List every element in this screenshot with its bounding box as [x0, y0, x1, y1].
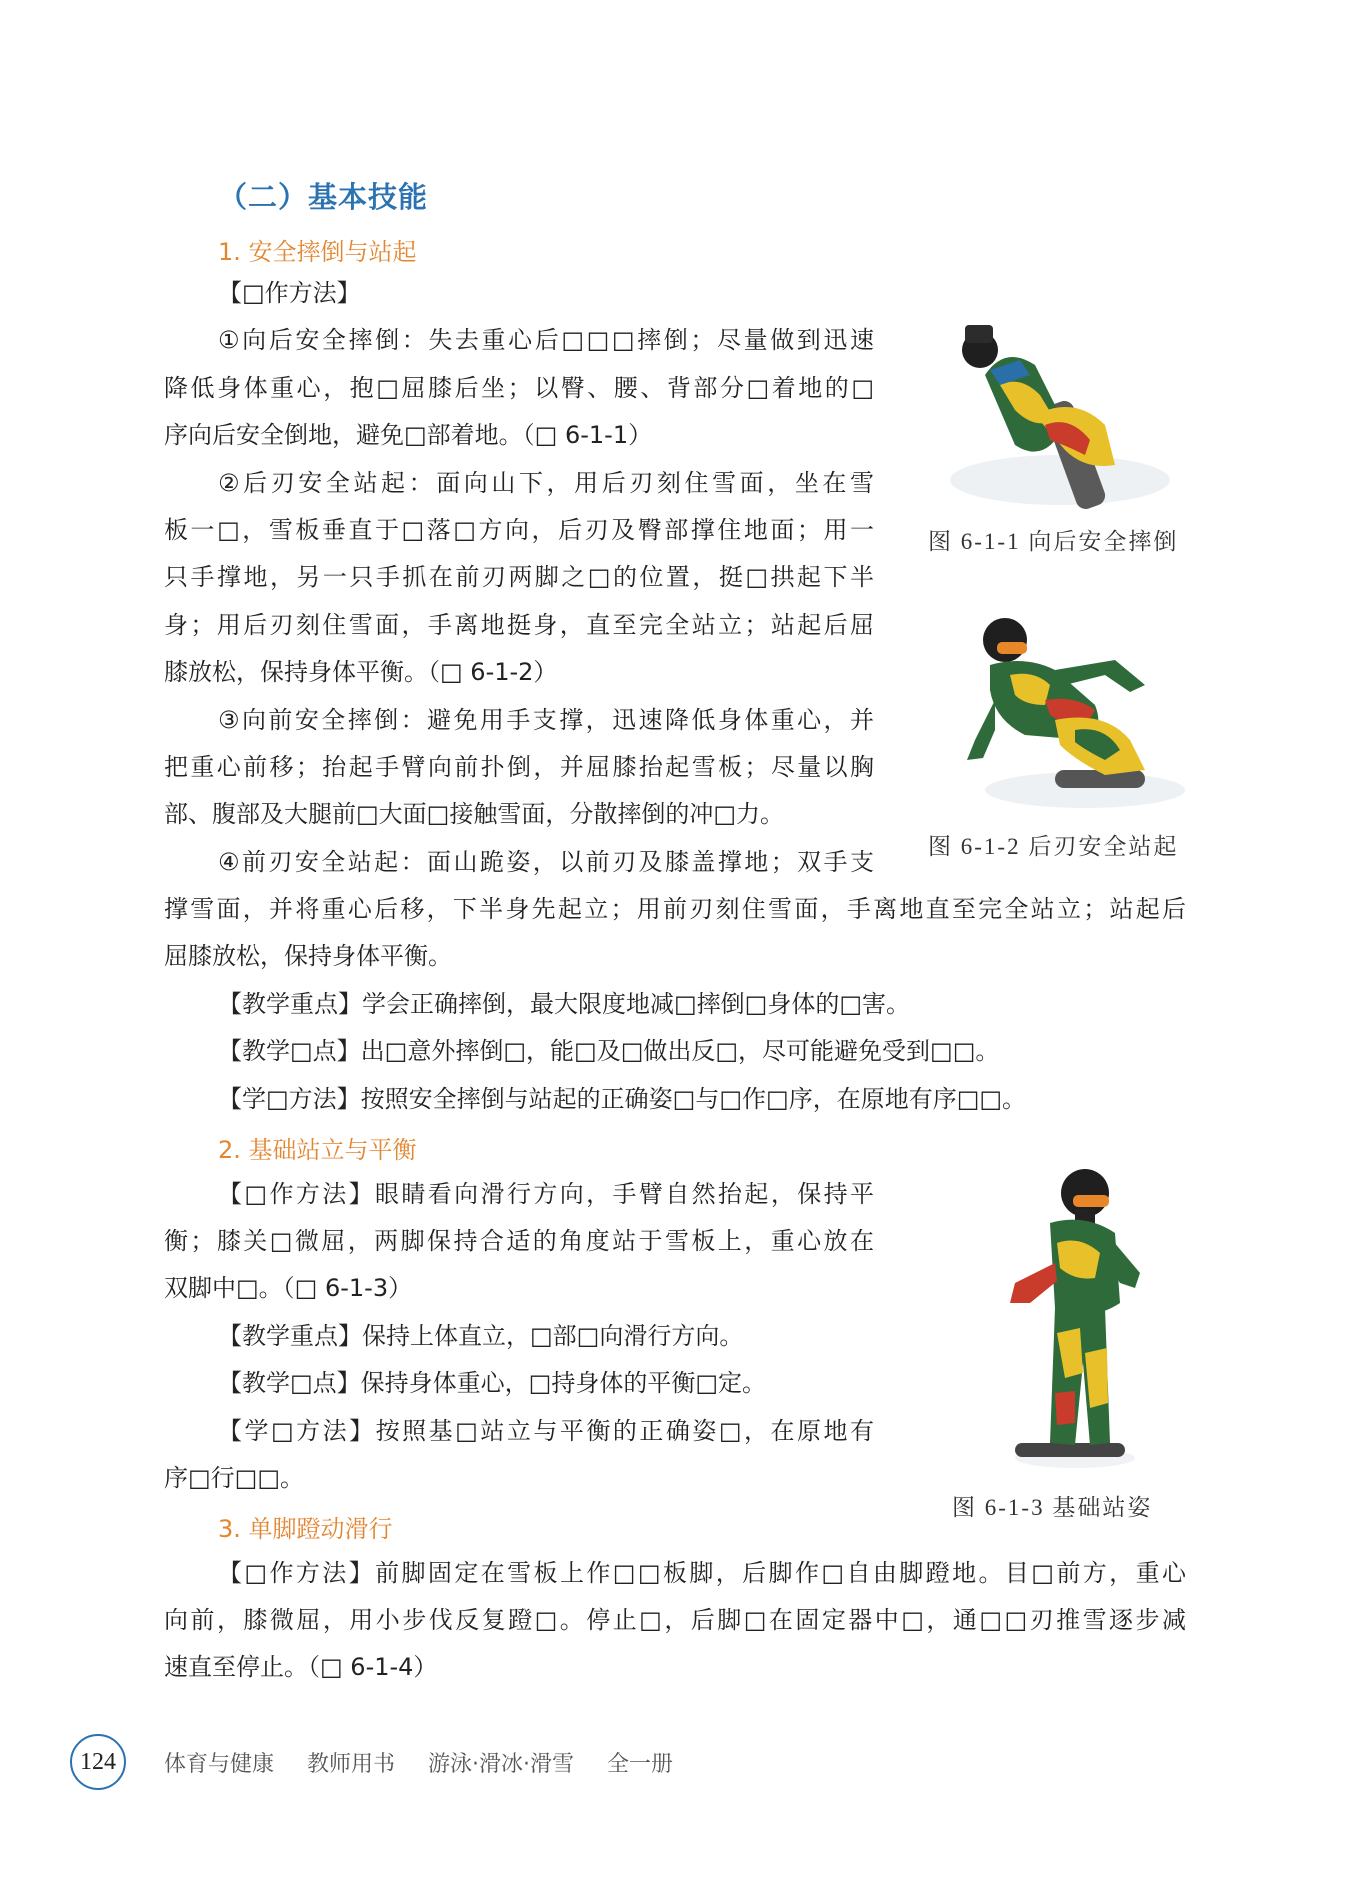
paragraph-line: ②后刃安全站起：面向山下，用后刃刻住雪面，坐在雪: [218, 469, 874, 497]
paragraph-line: 降低身体重心，抱□屈膝后坐；以臀、腰、背部分□着地的□: [164, 374, 874, 402]
footer-scope: 全一册: [607, 1752, 674, 1777]
paragraph-line: 【□作方法】前脚固定在雪板上作□□板脚，后脚作□自由脚蹬地。目□前方，重心: [218, 1559, 1186, 1587]
paragraph-line: 撑雪面，并将重心后移，下半身先起立；用前刃刻住雪面，手离地直至完全站立；站起后: [164, 895, 1186, 923]
footer-edition: 教师用书: [307, 1752, 396, 1777]
figure-caption-1: 图 6-1-1 向后安全摔倒: [928, 529, 1179, 554]
paragraph-line: 【□作方法】眼睛看向滑行方向，手臂自然抬起，保持平: [218, 1180, 874, 1208]
figure-caption-2: 图 6-1-2 后刃安全站起: [928, 834, 1179, 859]
subsection-title-1: 1. 安全摔倒与站起: [218, 238, 417, 266]
paragraph-line: 向前，膝微屈，用小步伐反复蹬□。停止□，后脚□在固定器中□，通□□刃推雪逐步减: [164, 1606, 1186, 1634]
subsection-title-2: 2. 基础站立与平衡: [218, 1136, 417, 1164]
paragraph-line: 板一□，雪板垂直于□落□方向，后刃及臀部撑住地面；用一: [164, 516, 874, 544]
paragraph-line: 序□行□□。: [164, 1464, 305, 1492]
study-method: 【学□方法】按照基□站立与平衡的正确姿□，在原地有: [218, 1417, 874, 1445]
paragraph-line: 双脚中□。（□ 6-1-3）: [164, 1274, 413, 1302]
paragraph-line: 身；用后刃刻住雪面，手离地挺身，直至完全站立；站起后屈: [164, 611, 874, 639]
paragraph-line: ③向前安全摔倒：避免用手支撑，迅速降低身体重心，并: [218, 706, 874, 734]
study-method: 【学□方法】按照安全摔倒与站起的正确姿□与□作□序，在原地有序□□。: [218, 1085, 1027, 1113]
subsection-title-3: 3. 单脚蹬动滑行: [218, 1515, 393, 1543]
figure-heel-edge-stand: [955, 610, 1185, 810]
paragraph-line: 膝放松，保持身体平衡。（□ 6-1-2）: [164, 658, 558, 686]
paragraph-line: 只手撑地，另一只手抓在前刃两脚之□的位置，挺□拱起下半: [164, 563, 874, 591]
paragraph-line: 把重心前移；抬起手臂向前扑倒，并屈膝抬起雪板；尽量以胸: [164, 753, 874, 781]
figure-basic-stance: [995, 1163, 1155, 1473]
figure-caption-3: 图 6-1-3 基础站姿: [952, 1495, 1153, 1520]
paragraph-line: 衡；膝关□微屈，两脚保持合适的角度站于雪板上，重心放在: [164, 1227, 874, 1255]
paragraph-line: 屈膝放松，保持身体平衡。: [164, 942, 452, 970]
paragraph-line: 部、腹部及大腿前□大面□接触雪面，分散摔倒的冲□力。: [164, 800, 785, 828]
section-title: （二）基本技能: [218, 180, 429, 214]
paragraph-line: 速直至停止。（□ 6-1-4）: [164, 1653, 438, 1681]
teaching-key-point: 【教学重点】保持上体直立，□部□向滑行方向。: [218, 1322, 744, 1350]
teaching-difficulty: 【教学□点】出□意外摔倒□，能□及□做出反□，尽可能避免受到□□。: [218, 1037, 1000, 1065]
paragraph-line: 序向后安全倒地，避免□部着地。（□ 6-1-1）: [164, 421, 653, 449]
footer-volume: 游泳·滑冰·滑雪: [428, 1752, 575, 1777]
paragraph-line: ①向后安全摔倒：失去重心后□□□摔倒；尽量做到迅速: [218, 326, 874, 354]
teaching-key-point: 【教学重点】学会正确摔倒，最大限度地减□摔倒□身体的□害。: [218, 990, 911, 1018]
figure-backward-fall: [945, 315, 1175, 510]
footer-book: 体育与健康: [164, 1752, 275, 1777]
method-header: 【□作方法】: [218, 279, 361, 307]
footer-book-info: [164, 1747, 699, 1778]
page-number: 124: [70, 1734, 126, 1790]
paragraph-line: ④前刃安全站起：面山跪姿，以前刃及膝盖撑地；双手支: [218, 848, 874, 876]
teaching-difficulty: 【教学□点】保持身体重心，□持身体的平衡□定。: [218, 1369, 767, 1397]
